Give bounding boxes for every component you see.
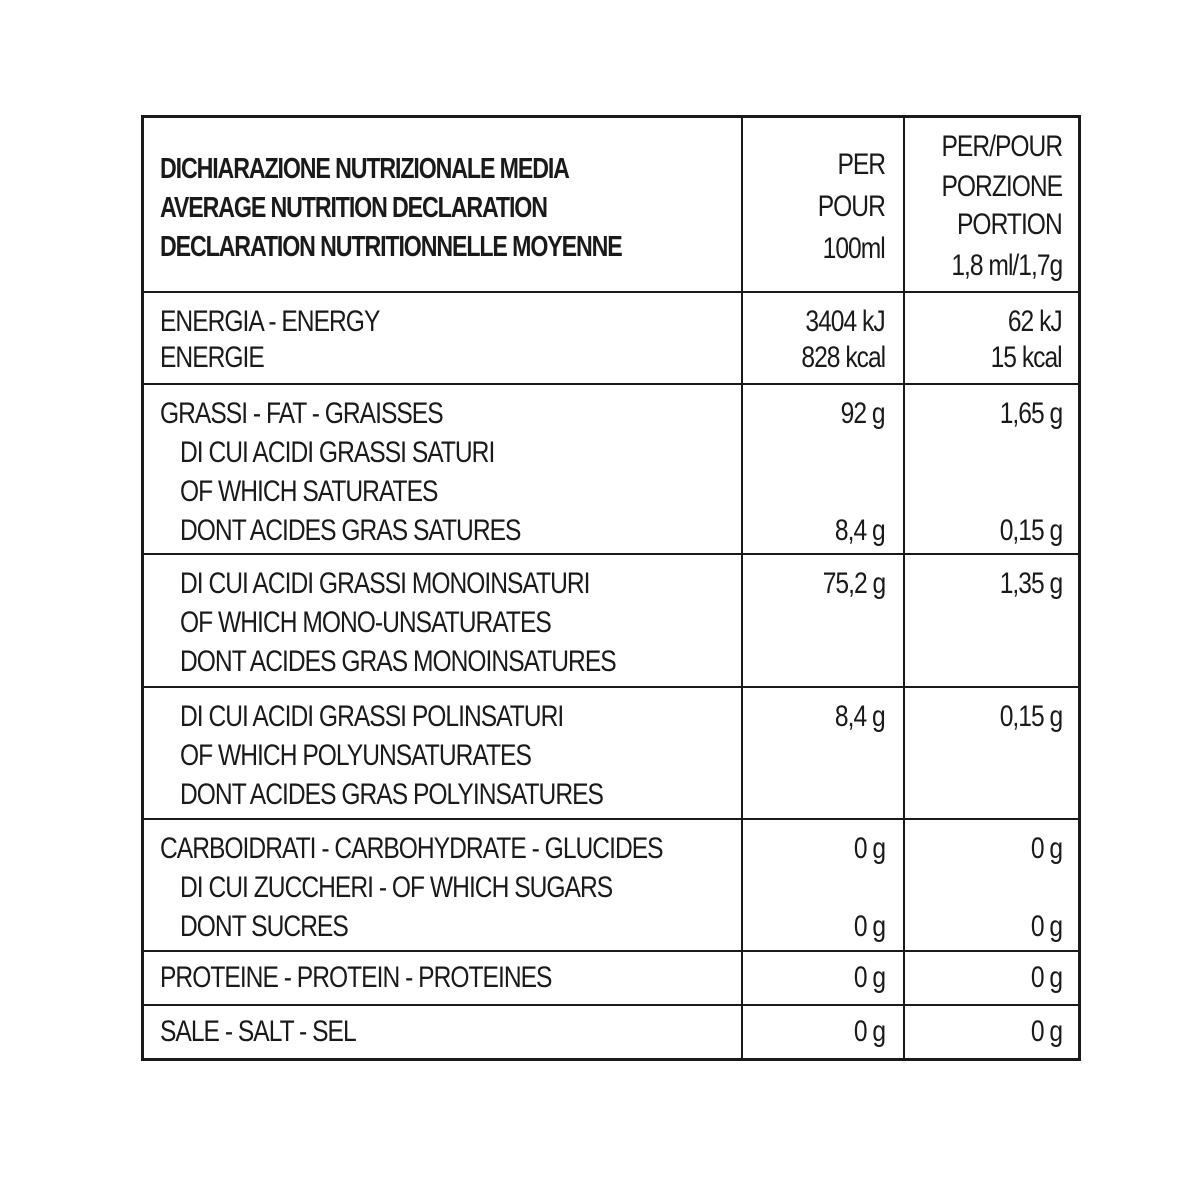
carbs-per100: 0 g: [853, 832, 885, 865]
salt-label: SALE - SALT - SEL: [160, 1015, 356, 1048]
poly-label-it: DI CUI ACIDI GRASSI POLINSATURI: [180, 700, 564, 733]
header-per100-line2: POUR: [817, 190, 885, 223]
energy-label-line2: ENERGIE: [160, 341, 264, 374]
saturates-label-fr: DONT ACIDES GRAS SATURES: [180, 514, 521, 547]
sugars-label-line1: DI CUI ZUCCHERI - OF WHICH SUGARS: [180, 871, 613, 904]
fat-label-cell: [144, 385, 741, 553]
poly-label-fr: DONT ACIDES GRAS POLYINSATURES: [180, 778, 603, 811]
saturates-portion: 0,15 g: [999, 514, 1062, 547]
header-portion-line2: PORZIONE: [941, 170, 1062, 203]
header-portion-line4: 1,8 ml/1,7g: [951, 249, 1062, 282]
carbs-label: CARBOIDRATI - CARBOHYDRATE - GLUCIDES: [160, 832, 663, 865]
poly-portion-cell: [903, 688, 1078, 818]
salt-portion-cell: [903, 1006, 1078, 1058]
poly-label-cell: [144, 688, 741, 818]
mono-label-en: OF WHICH MONO-UNSATURATES: [180, 606, 551, 639]
mono-portion: 1,35 g: [999, 567, 1062, 600]
fat-row: [144, 383, 1078, 553]
carbs-per100-cell: [741, 820, 903, 950]
mono-portion-cell: [903, 555, 1078, 686]
fat-portion: 1,65 g: [999, 397, 1062, 430]
energy-portion-kj: 62 kJ: [1008, 305, 1062, 338]
header-per100-cell: [741, 118, 903, 291]
sugars-portion: 0 g: [1030, 910, 1062, 943]
energy-per100-kj: 3404 kJ: [805, 305, 885, 338]
mono-label-cell: [144, 555, 741, 686]
energy-label-cell: [144, 293, 741, 383]
sugars-per100: 0 g: [853, 910, 885, 943]
protein-label-cell: [144, 952, 741, 1004]
poly-per100: 8,4 g: [835, 700, 885, 733]
energy-portion-cell: [903, 293, 1078, 383]
header-row: [144, 118, 1078, 291]
poly-portion: 0,15 g: [999, 700, 1062, 733]
poly-row: [144, 686, 1078, 818]
energy-row: [144, 291, 1078, 383]
mono-label-it: DI CUI ACIDI GRASSI MONOINSATURI: [180, 567, 590, 600]
protein-portion-cell: [903, 952, 1078, 1004]
mono-label-fr: DONT ACIDES GRAS MONOINSATURES: [180, 645, 616, 678]
salt-row: [144, 1004, 1078, 1058]
header-portion-cell: [903, 118, 1078, 291]
protein-label: PROTEINE - PROTEIN - PROTEINES: [160, 961, 552, 994]
poly-label-en: OF WHICH POLYUNSATURATES: [180, 739, 531, 772]
carbs-portion-cell: [903, 820, 1078, 950]
fat-portion-cell: [903, 385, 1078, 553]
saturates-label-it: DI CUI ACIDI GRASSI SATURI: [180, 436, 495, 469]
carbs-row: [144, 818, 1078, 950]
poly-per100-cell: [741, 688, 903, 818]
header-portion-line3: PORTION: [957, 208, 1062, 241]
carbs-portion: 0 g: [1030, 832, 1062, 865]
salt-portion: 0 g: [1030, 1015, 1062, 1048]
energy-per100-cell: [741, 293, 903, 383]
header-title-fr: DECLARATION NUTRITIONNELLE MOYENNE: [160, 231, 622, 263]
protein-per100-cell: [741, 952, 903, 1004]
header-title-it: DICHIARAZIONE NUTRIZIONALE MEDIA: [160, 153, 569, 185]
salt-label-cell: [144, 1006, 741, 1058]
header-portion-line1: PER/POUR: [941, 130, 1062, 163]
energy-per100-kcal: 828 kcal: [801, 341, 885, 374]
energy-label-line1: ENERGIA - ENERGY: [160, 305, 380, 338]
mono-per100: 75,2 g: [822, 567, 885, 600]
header-per100-line1: PER: [837, 148, 885, 181]
carbs-label-cell: [144, 820, 741, 950]
protein-row: [144, 950, 1078, 1004]
header-title-cell: [144, 118, 741, 291]
sugars-label-line2: DONT SUCRES: [180, 910, 348, 943]
fat-per100: 92 g: [841, 397, 885, 430]
header-per100-line3: 100ml: [822, 232, 885, 265]
nutrition-table: [141, 115, 1081, 1061]
energy-portion-kcal: 15 kcal: [990, 341, 1062, 374]
fat-per100-cell: [741, 385, 903, 553]
salt-per100-cell: [741, 1006, 903, 1058]
protein-per100: 0 g: [853, 961, 885, 994]
salt-per100: 0 g: [853, 1015, 885, 1048]
header-title-en: AVERAGE NUTRITION DECLARATION: [160, 192, 547, 224]
mono-row: [144, 553, 1078, 686]
saturates-label-en: OF WHICH SATURATES: [180, 475, 438, 508]
fat-label: GRASSI - FAT - GRAISSES: [160, 397, 443, 430]
protein-portion: 0 g: [1030, 961, 1062, 994]
saturates-per100: 8,4 g: [835, 514, 885, 547]
mono-per100-cell: [741, 555, 903, 686]
